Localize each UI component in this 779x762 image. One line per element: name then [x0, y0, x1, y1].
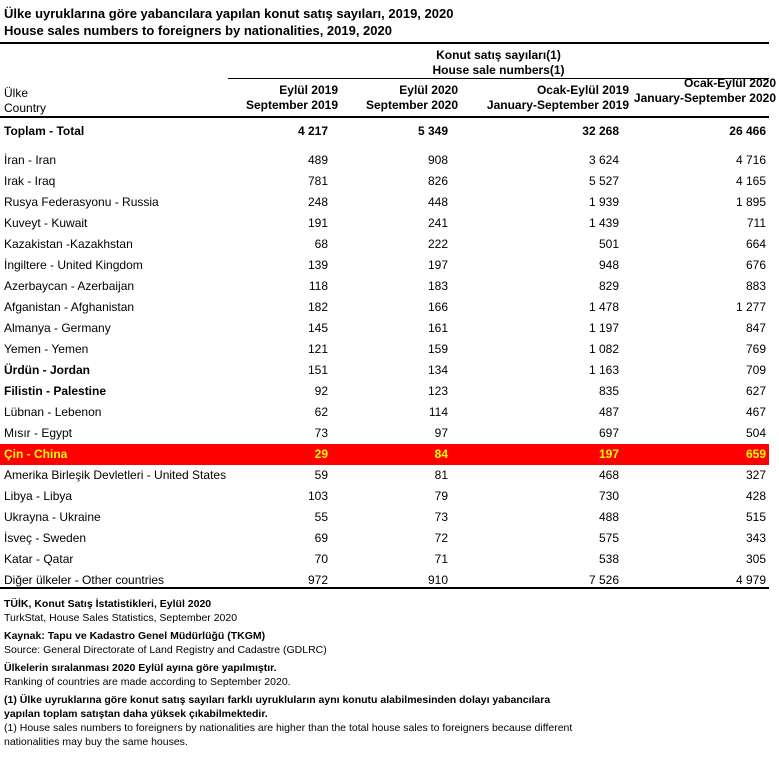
row-country: Kuveyt - Kuwait — [4, 216, 88, 230]
row-value-jan-sep-2019: 488 — [598, 510, 619, 524]
row-value-sep-2020: 222 — [427, 237, 448, 251]
row-value-jan-sep-2019: 487 — [598, 405, 619, 419]
row-country: İsveç - Sweden — [4, 531, 87, 545]
table-row — [0, 255, 769, 276]
row-value-sep-2019: 55 — [314, 510, 328, 524]
row-value-jan-sep-2020: 4 979 — [735, 573, 766, 587]
row-value-jan-sep-2019: 32 268 — [582, 124, 619, 138]
row-value-sep-2020: 81 — [434, 468, 448, 482]
column-header-turkish: Eylül 2019 — [279, 83, 338, 97]
row-value-jan-sep-2019: 575 — [598, 531, 619, 545]
source-tkgm-tr: Kaynak: Tapu ve Kadastro Genel Müdürlüğü (TKGM) — [4, 630, 266, 642]
row-value-sep-2019: 68 — [314, 237, 328, 251]
row-value-sep-2019: 145 — [307, 321, 328, 335]
table-row — [0, 234, 769, 255]
row-value-jan-sep-2020: 515 — [745, 510, 766, 524]
row-value-sep-2019: 248 — [307, 195, 328, 209]
header-rule — [0, 116, 769, 118]
row-value-jan-sep-2020: 504 — [745, 426, 766, 440]
row-value-jan-sep-2020: 343 — [745, 531, 766, 545]
row-value-jan-sep-2020: 847 — [745, 321, 766, 335]
row-country: Almanya - Germany — [4, 321, 111, 335]
row-value-jan-sep-2019: 835 — [598, 384, 619, 398]
table-notes — [4, 597, 572, 749]
row-value-jan-sep-2020: 305 — [745, 552, 766, 566]
ranking-note-tr: Ülkelerin sıralanması 2020 Eylül ayına göre yapılmıştır. — [4, 662, 277, 674]
row-value-jan-sep-2019: 1 939 — [588, 195, 619, 209]
row-value-jan-sep-2020: 4 165 — [735, 174, 766, 188]
row-value-sep-2020: 183 — [427, 279, 448, 293]
row-value-sep-2019: 73 — [314, 426, 328, 440]
country-header-english: Country — [4, 101, 47, 115]
row-value-sep-2020: 448 — [427, 195, 448, 209]
row-country: Diğer ülkeler - Other countries — [4, 573, 165, 587]
row-value-sep-2020: 910 — [427, 573, 448, 587]
row-value-sep-2020: 159 — [427, 342, 448, 356]
column-header-sep-2019 — [246, 83, 338, 113]
footnote-tr-line1: (1) Ülke uyruklarına göre konut satış sayıları farklı uyrukluların aynı konutu alabilmesinden dolayı yabancılara — [4, 694, 551, 706]
row-country: Irak - Iraq — [4, 174, 56, 188]
row-value-jan-sep-2019: 1 478 — [588, 300, 619, 314]
row-country: Afganistan - Afghanistan — [4, 300, 135, 314]
row-value-jan-sep-2019: 1 197 — [588, 321, 619, 335]
row-value-jan-sep-2020: 627 — [745, 384, 766, 398]
row-country: Toplam - Total — [4, 124, 85, 138]
row-value-jan-sep-2019: 1 439 — [588, 216, 619, 230]
row-value-jan-sep-2020: 467 — [745, 405, 766, 419]
table-row — [0, 528, 769, 549]
row-value-sep-2019: 103 — [307, 489, 328, 503]
table-row — [0, 276, 769, 297]
column-header-jan-sep-2019 — [487, 83, 629, 113]
row-value-sep-2019: 151 — [307, 363, 328, 377]
row-country: Yemen - Yemen — [4, 342, 89, 356]
column-header-jan-sep-2020 — [634, 76, 776, 114]
row-value-jan-sep-2020: 26 466 — [729, 124, 766, 138]
row-country: İngiltere - United Kingdom — [4, 258, 143, 272]
table-row — [0, 213, 769, 234]
table-row — [0, 360, 769, 381]
row-value-sep-2020: 97 — [434, 426, 448, 440]
row-value-sep-2019: 69 — [314, 531, 328, 545]
title-turkish: Ülke uyruklarına göre yabancılara yapılan konut satış sayıları, 2019, 2020 — [4, 6, 454, 21]
row-value-jan-sep-2020: 676 — [745, 258, 766, 272]
row-country: Çin - China — [4, 447, 68, 461]
row-value-sep-2020: 241 — [427, 216, 448, 230]
row-value-sep-2020: 161 — [427, 321, 448, 335]
row-value-jan-sep-2019: 5 527 — [588, 174, 619, 188]
table-row — [0, 339, 769, 360]
row-value-sep-2020: 72 — [434, 531, 448, 545]
row-value-jan-sep-2019: 538 — [598, 552, 619, 566]
column-header-english: September 2020 — [365, 98, 458, 112]
row-value-jan-sep-2020: 711 — [746, 216, 766, 230]
title-english: House sales numbers to foreigners by nationalities, 2019, 2020 — [4, 23, 392, 38]
row-value-jan-sep-2019: 197 — [598, 447, 619, 461]
column-header-english: September 2019 — [245, 98, 338, 112]
source-turkstat-en: TurkStat, House Sales Statistics, September 2020 — [4, 612, 238, 624]
footnote-en-line1: (1) House sales numbers to foreigners by nationalities are higher than the total house sales to foreigners because different — [4, 722, 573, 734]
row-value-sep-2020: 123 — [427, 384, 448, 398]
row-value-sep-2020: 79 — [434, 489, 448, 503]
row-value-jan-sep-2019: 697 — [598, 426, 619, 440]
row-value-jan-sep-2020: 4 716 — [735, 153, 766, 167]
table-row — [0, 444, 769, 465]
row-value-jan-sep-2020: 709 — [745, 363, 766, 377]
row-value-sep-2019: 781 — [307, 174, 328, 188]
row-country: Ukrayna - Ukraine — [4, 510, 101, 524]
footnote-tr-line2: yapılan toplam satıştan daha yüksek çıkabilmektedir. — [4, 708, 268, 720]
row-value-sep-2020: 71 — [434, 552, 448, 566]
row-value-jan-sep-2020: 883 — [745, 279, 766, 293]
row-value-sep-2020: 5 349 — [417, 124, 448, 138]
row-value-jan-sep-2020: 769 — [745, 342, 766, 356]
row-value-sep-2019: 139 — [307, 258, 328, 272]
row-country: Libya - Libya — [4, 489, 73, 503]
column-header-turkish: Ocak-Eylül 2019 — [536, 83, 629, 97]
column-header-english: January-September 2020 — [633, 91, 776, 105]
table-row — [0, 192, 769, 213]
table-row — [0, 171, 769, 192]
row-value-jan-sep-2019: 948 — [598, 258, 619, 272]
group-header-english: House sale numbers(1) — [432, 63, 565, 77]
table-row — [0, 465, 769, 486]
table-row — [0, 150, 769, 171]
table-row — [0, 549, 769, 570]
row-value-sep-2019: 92 — [314, 384, 328, 398]
table-row — [0, 423, 769, 444]
column-header-turkish: Ocak-Eylül 2020 — [683, 76, 776, 90]
row-value-sep-2020: 826 — [427, 174, 448, 188]
ranking-note-en: Ranking of countries are made according to September 2020. — [4, 676, 291, 688]
row-value-sep-2020: 908 — [427, 153, 448, 167]
row-country: Rusya Federasyonu - Russia — [4, 195, 159, 209]
table-row — [0, 402, 769, 423]
row-value-sep-2019: 182 — [307, 300, 328, 314]
table-title — [4, 5, 453, 39]
row-value-sep-2019: 62 — [314, 405, 328, 419]
row-value-jan-sep-2019: 1 082 — [588, 342, 619, 356]
column-group-header — [228, 48, 769, 78]
table-row — [0, 381, 769, 402]
row-country: Ürdün - Jordan — [4, 363, 90, 377]
row-value-sep-2019: 191 — [307, 216, 328, 230]
row-value-jan-sep-2020: 1 277 — [735, 300, 766, 314]
row-value-jan-sep-2019: 829 — [598, 279, 619, 293]
row-country: Kazakistan -Kazakhstan — [4, 237, 133, 251]
row-value-jan-sep-2020: 1 895 — [735, 195, 766, 209]
row-value-sep-2020: 84 — [434, 447, 448, 461]
row-value-sep-2019: 4 217 — [297, 124, 328, 138]
row-value-jan-sep-2019: 468 — [598, 468, 619, 482]
table-row — [0, 486, 769, 507]
bottom-rule — [0, 587, 769, 589]
row-value-jan-sep-2019: 501 — [598, 237, 619, 251]
row-value-sep-2019: 972 — [307, 573, 328, 587]
row-value-sep-2019: 118 — [308, 279, 328, 293]
row-country: Mısır - Egypt — [4, 426, 73, 440]
row-value-sep-2019: 121 — [307, 342, 328, 356]
top-rule — [0, 42, 769, 44]
row-value-jan-sep-2020: 664 — [745, 237, 766, 251]
row-value-jan-sep-2019: 1 163 — [588, 363, 619, 377]
row-country: Filistin - Palestine — [4, 384, 107, 398]
column-header-turkish: Eylül 2020 — [399, 83, 458, 97]
table-row — [0, 507, 769, 528]
country-column-header — [4, 86, 46, 116]
group-header-turkish: Konut satış sayıları(1) — [436, 48, 561, 62]
row-country: İran - Iran — [4, 153, 57, 167]
row-country: Lübnan - Lebenon — [4, 405, 102, 419]
source-turkstat-tr: TÜİK, Konut Satış İstatistikleri, Eylül 2020 — [4, 598, 212, 610]
row-value-sep-2020: 73 — [434, 510, 448, 524]
country-header-turkish: Ülke — [4, 86, 29, 100]
row-value-jan-sep-2020: 327 — [745, 468, 766, 482]
row-value-sep-2019: 70 — [314, 552, 328, 566]
table-row — [0, 318, 769, 339]
row-value-jan-sep-2019: 3 624 — [588, 153, 619, 167]
row-country: Amerika Birleşik Devletleri - United States — [4, 468, 227, 482]
row-value-jan-sep-2020: 659 — [745, 447, 766, 461]
row-value-sep-2019: 59 — [314, 468, 328, 482]
row-country: Azerbaycan - Azerbaijan — [4, 279, 135, 293]
row-value-sep-2020: 166 — [427, 300, 448, 314]
footnote-en-line2: nationalities may buy the same houses. — [4, 736, 188, 748]
column-header-english: January-September 2019 — [486, 98, 629, 112]
row-value-jan-sep-2020: 428 — [745, 489, 766, 503]
row-value-jan-sep-2019: 730 — [598, 489, 619, 503]
total-row — [0, 121, 769, 142]
table-row — [0, 297, 769, 318]
column-header-sep-2020 — [366, 83, 458, 113]
row-value-sep-2020: 134 — [427, 363, 448, 377]
row-value-jan-sep-2019: 7 526 — [588, 573, 619, 587]
row-value-sep-2019: 489 — [307, 153, 328, 167]
source-tkgm-en: Source: General Directorate of Land Registry and Cadastre (GDLRC) — [4, 644, 327, 656]
row-country: Katar - Qatar — [4, 552, 74, 566]
row-value-sep-2019: 29 — [314, 447, 328, 461]
row-value-sep-2020: 114 — [428, 405, 448, 419]
row-value-sep-2020: 197 — [427, 258, 448, 272]
